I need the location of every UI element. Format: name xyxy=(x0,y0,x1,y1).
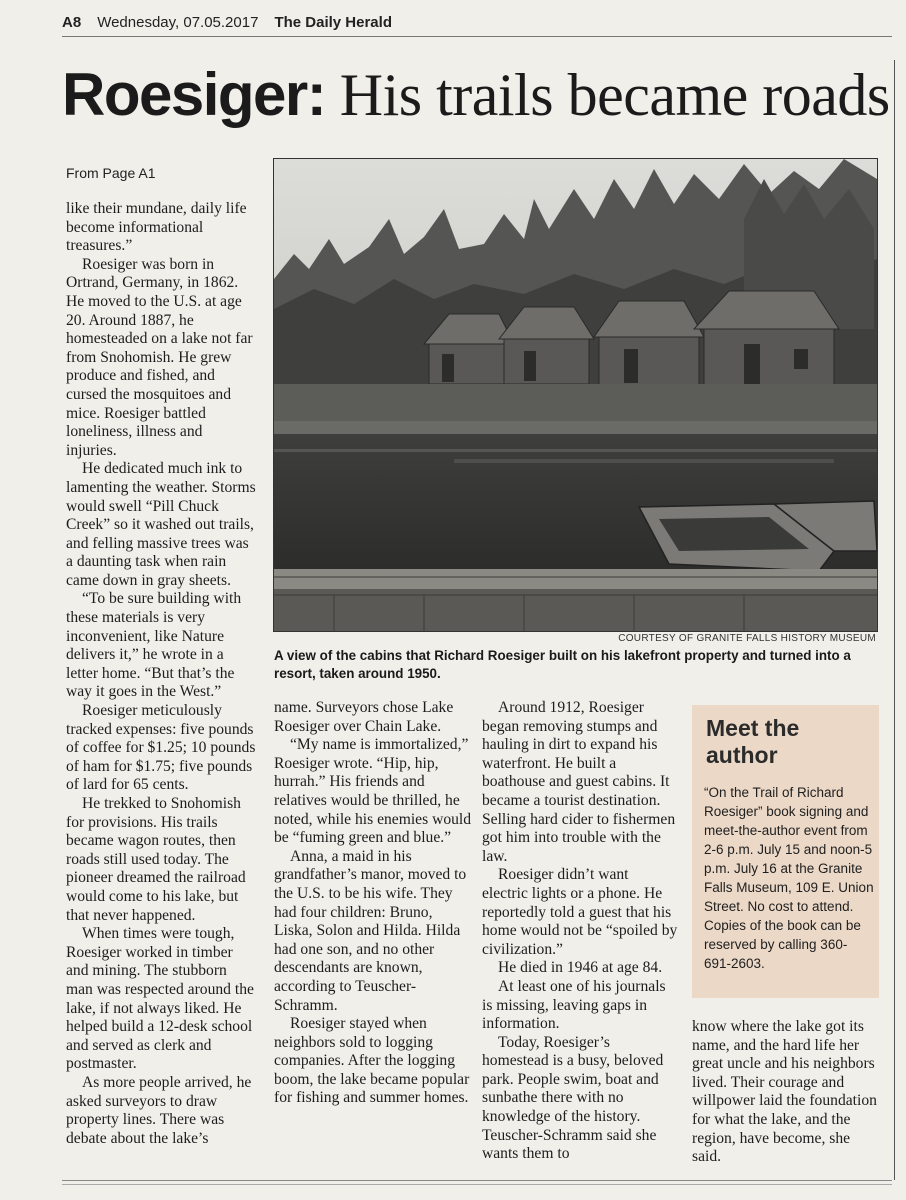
paragraph: Today, Roesiger’s homestead is a busy, beloved park. People swim, boat and sunbathe there with no knowledge of the history. Teuscher-Schramm said she wants them to xyxy=(482,1033,664,1163)
publication-name: The Daily Herald xyxy=(274,14,392,31)
headline-name: Roesiger: xyxy=(62,61,326,128)
box-text: “On the Trail of Richard Roesiger” book signing and meet-the-author event from 2-6 p.m. July 15 and noon-5 p.m. July 16 at the Granite Falls Museum, 109 E. Union Street. No cost to attend. Copies of the book can be reserved by calling 360-691-2603. xyxy=(704,785,874,971)
paragraph: “To be sure building with these materials is very inconvenient, like Nature delivers it,” he wrote in a letter home. “But that’s the way it goes in the West.” xyxy=(66,590,242,701)
paragraph: Roesiger didn’t want electric lights or a phone. He reportedly told a guest that his home would not be “spoiled by civilization.” xyxy=(482,866,678,958)
lake-cabins-image xyxy=(274,159,877,631)
photo-credit: COURTESY OF GRANITE FALLS HISTORY MUSEUM xyxy=(618,633,876,644)
footer-rule xyxy=(62,1180,892,1181)
paragraph: He dedicated much ink to lamenting the weather. Storms would swell “Pill Chuck Creek” so it washed out trails, and felling massive trees was a daunting task when rain came down in gray sheets. xyxy=(66,460,256,589)
meet-the-author-box xyxy=(692,705,879,998)
paragraph: Roesiger was born in Ortrand, Germany, in 1862. He moved to the U.S. at age 20. Around 1887, he homesteaded on a lake not far from Snohomish. He grew produce and fished, and cursed the mosquitoes and mice. Roesiger battled loneliness, illness and injuries. xyxy=(66,255,253,459)
jump-line: From Page A1 xyxy=(66,165,156,181)
headline-rest: His trails became roads xyxy=(339,62,890,128)
paragraph: Anna, a maid in his grandfather’s manor, moved to the U.S. to be his wife. They had four children: Bruno, Liska, Solon and Hilda. Hilda had one son, and no other descendants are known, according to Teuscher-Schramm. xyxy=(274,847,467,1014)
paragraph: “My name is immortalized,” Roesiger wrote. “Hip, hip, hurrah.” His friends and relatives would be thrilled, he noted, while his enemies would be “fuming green and blue.” xyxy=(274,736,472,847)
article-column-3 xyxy=(482,699,678,1164)
photo-caption: A view of the cabins that Richard Roesiger built on his lakefront property and turned into a resort, taken around 1950. xyxy=(274,648,851,681)
paragraph: At least one of his journals is missing, leaving gaps in information. xyxy=(482,977,666,1033)
paragraph: Roesiger meticulously tracked expenses: five pounds of coffee for $1.25; 10 pounds of ham for $1.75; five pounds of lard for 65 cents. xyxy=(66,702,256,794)
paragraph: Around 1912, Roesiger began removing stumps and hauling in dirt to expand his waterfront. He built a boathouse and guest cabins. It became a tourist destination. Selling hard cider to fishermen got him into trouble with the law. xyxy=(482,699,676,865)
paragraph: He trekked to Snohomish for provisions. His trails became wagon routes, then roads still used today. The pioneer dreamed the railroad would come to his lake, but that never happened. xyxy=(66,795,246,924)
page-folio xyxy=(62,14,392,31)
paragraph: When times were tough, Roesiger worked in timber and mining. The stubborn man was respected around the lake, if not always liked. He helped build a 12-desk school and served as clerk and postmaster. xyxy=(66,925,254,1073)
header-rule xyxy=(62,36,892,37)
box-title: Meet the author xyxy=(706,715,800,768)
article-column-4 xyxy=(692,1018,882,1167)
article-column-2 xyxy=(274,699,474,1108)
issue-date: Wednesday, 07.05.2017 xyxy=(97,14,259,31)
footer-rule xyxy=(62,1184,892,1185)
paragraph: name. Surveyors chose Lake Roesiger over Chain Lake. xyxy=(274,699,454,735)
cabins-photo xyxy=(273,158,878,632)
column-rule xyxy=(894,60,895,1180)
paragraph: He died in 1946 at age 84. xyxy=(498,959,663,977)
paragraph: As more people arrived, he asked surveyors to draw property lines. There was debate about the lake’s xyxy=(66,1073,252,1147)
paragraph: like their mundane, daily life become informational treasures.” xyxy=(66,200,247,255)
page-number: A8 xyxy=(62,14,82,31)
article-column-1 xyxy=(66,200,256,1148)
paragraph: Roesiger stayed when neighbors sold to logging companies. After the logging boom, the lake became popular for fishing and summer homes. xyxy=(274,1015,470,1107)
paragraph: know where the lake got its name, and the hard life her great uncle and his neighbors lived. Their courage and willpower laid the foundation for what the lake, and the region, have become, she said. xyxy=(692,1018,877,1166)
headline xyxy=(62,56,890,134)
